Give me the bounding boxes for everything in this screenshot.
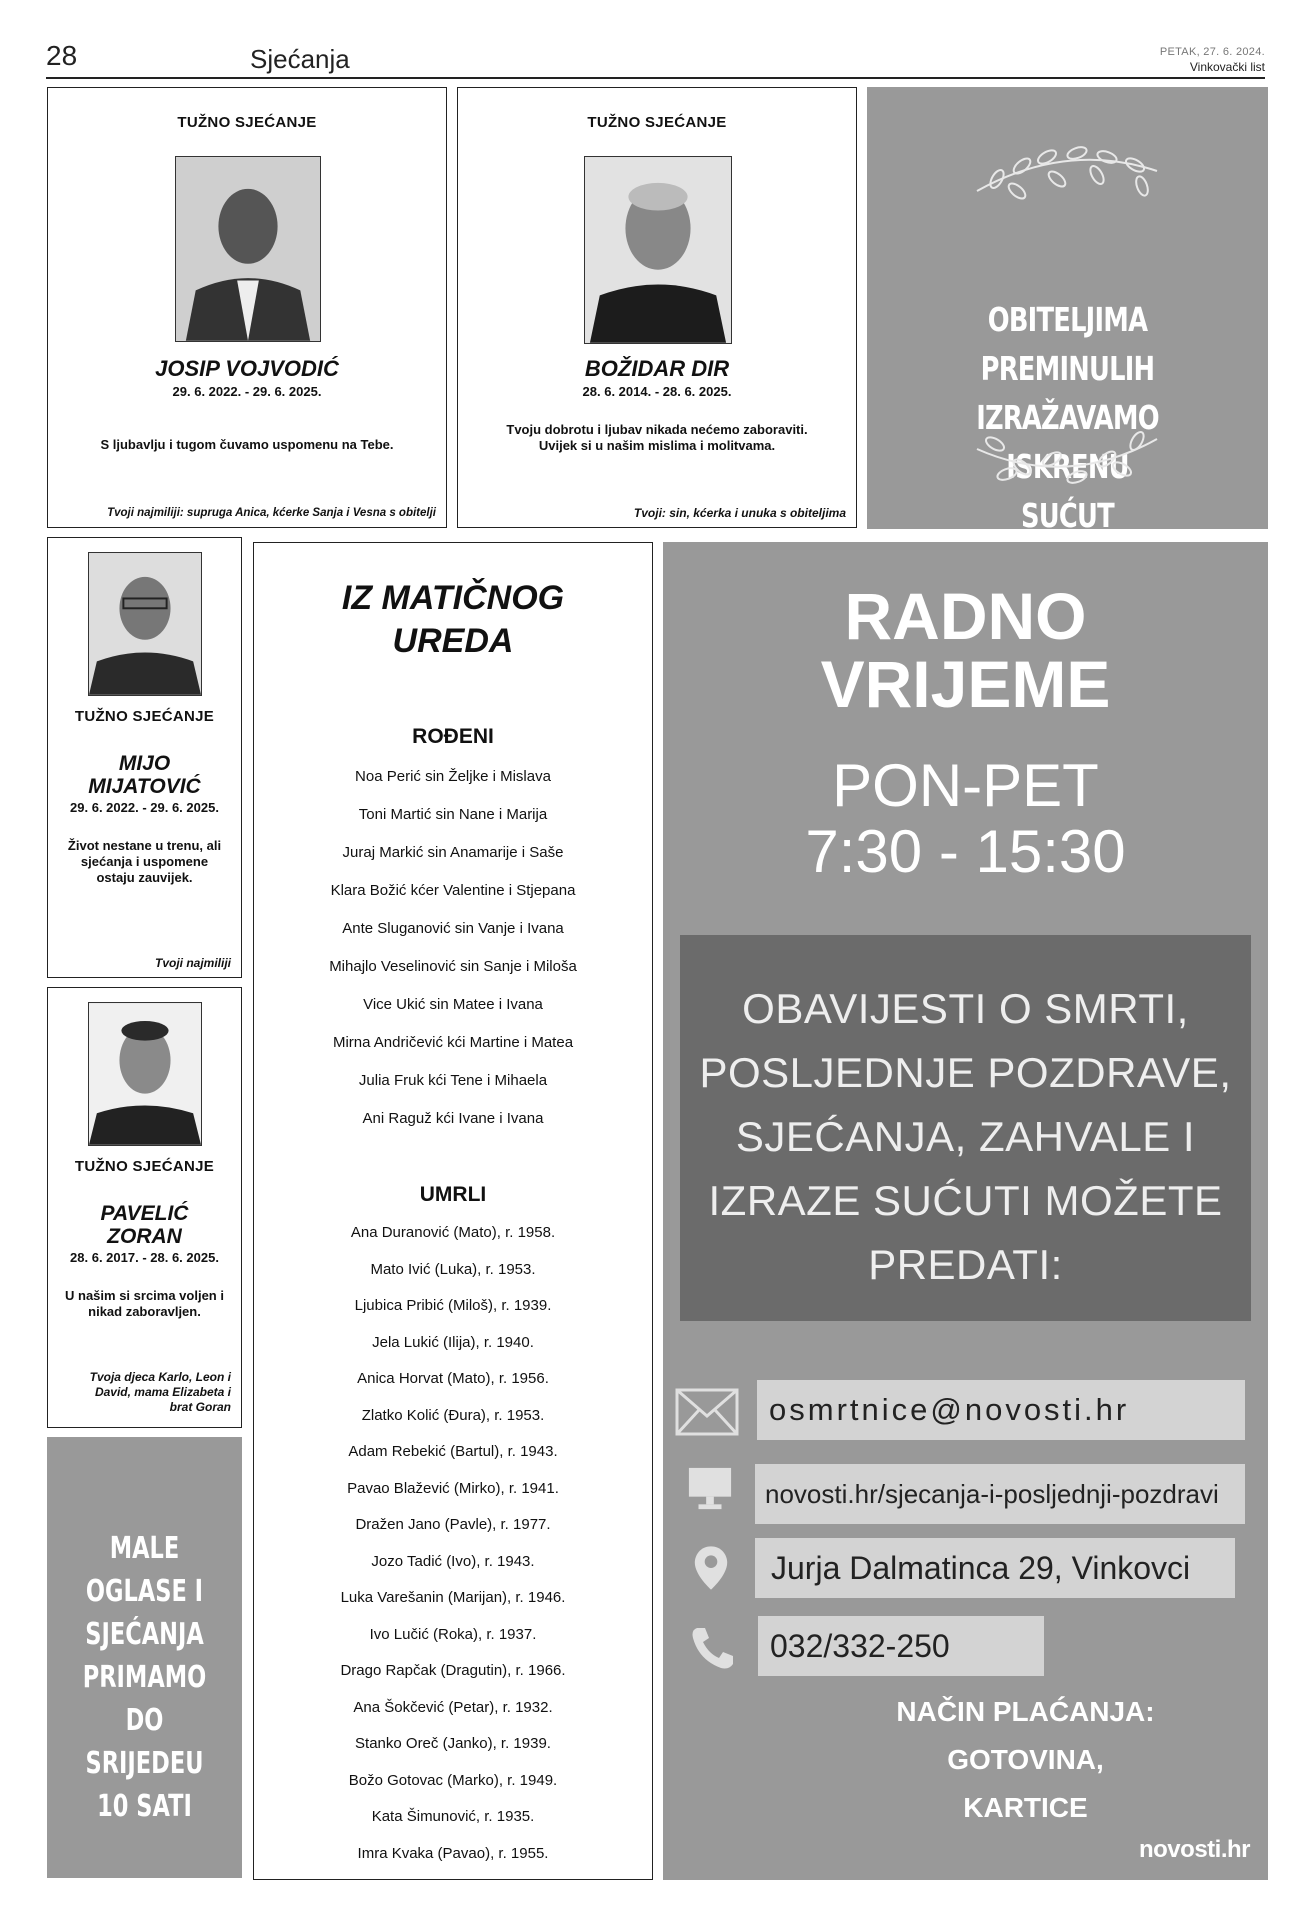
list-item: Imra Kvaka (Pavao), r. 1955.: [357, 1844, 549, 1862]
phone-field[interactable]: 032/332-250: [758, 1616, 1044, 1676]
paper-name: Vinkovački list: [1189, 60, 1265, 74]
died-list: [254, 1223, 652, 1880]
list-item: Pavao Blažević (Mirko), r. 1941.: [347, 1479, 559, 1497]
list-item: Luka Varešanin (Marijan), r. 1946.: [340, 1589, 566, 1606]
envelope-icon: [675, 1388, 739, 1436]
list-item: Jela Lukić (Ilija), r. 1940.: [372, 1333, 534, 1351]
deceased-name: PAVELIĆ ZORAN: [100, 1202, 189, 1248]
portrait-photo: [584, 156, 732, 344]
condolence-text: OBITELJIMA PREMINULIH IZRAŽAVAMO ISKRENU SUĆUT: [976, 300, 1159, 535]
list-item: Ani Raguž kći Ivane i Ivana: [362, 1110, 544, 1127]
notice-box: [680, 935, 1251, 1321]
website-field[interactable]: novosti.hr/sjecanja-i-posljednji-pozdravi: [755, 1464, 1245, 1524]
memorial-text: U našim si srcima voljen i nikad zaboravljen.: [65, 1288, 224, 1319]
laurel-branch-bottom-icon: [967, 419, 1167, 499]
list-item: Mato Ivić (Luka), r. 1953.: [370, 1260, 536, 1278]
memorial-card-pavelic: [47, 987, 242, 1428]
born-heading: ROĐENI: [412, 725, 494, 748]
list-item: Dražen Jano (Pavle), r. 1977.: [355, 1516, 551, 1533]
memorial-heading: TUŽNO SJEĆANJE: [74, 708, 215, 725]
memorial-signature: Tvoji: sin, kćerka i unuka s obiteljima: [633, 506, 846, 520]
list-item: Noa Perić sin Željke i Mislava: [355, 768, 551, 785]
payment-line-1: GOTOVINA,: [947, 1744, 1104, 1775]
section-title: Sjećanja: [250, 44, 350, 74]
registry-title: IZ MATIČNOG UREDA: [341, 579, 565, 660]
list-item: Vice Ukić sin Matee i Ivana: [363, 996, 543, 1013]
born-list: [254, 767, 652, 1147]
memorial-signature: Tvoji najmiliji: [154, 956, 231, 970]
registry-box: [253, 542, 653, 1880]
memorial-card-mijatovic: [47, 537, 242, 978]
condolence-panel: [867, 87, 1268, 535]
memorial-signature: Tvoja djeca Karlo, Leon i David, mama Elizabeta i brat Goran: [89, 1370, 231, 1414]
list-item: Drago Rapčak (Dragutin), r. 1966.: [340, 1662, 566, 1679]
memorial-signature: Tvoji najmiliji: supruga Anica, kćerke Sanja i Vesna s obitelji: [107, 507, 436, 519]
working-days: PON-PET: [832, 752, 1099, 819]
portrait-photo: [175, 156, 321, 342]
deceased-name: JOSIP VOJVODIĆ: [155, 356, 339, 381]
portrait-silhouette-icon: [585, 157, 731, 343]
memorial-heading: TUŽNO SJEĆANJE: [177, 114, 317, 131]
list-item: Klara Božić kćer Valentine i Stjepana: [330, 882, 576, 899]
portrait-photo: [88, 552, 202, 696]
memorial-text: Život nestane u trenu, ali sjećanja i uspomene ostaju zauvijek.: [67, 838, 222, 885]
working-hours: 7:30 - 15:30: [805, 818, 1126, 885]
portrait-silhouette-icon: [89, 553, 201, 695]
memorial-text: Tvoju dobrotu i ljubav nikada nećemo zaboraviti. Uvijek si u našim mislima i molitvama.: [506, 422, 808, 453]
list-item: Zlatko Kolić (Đura), r. 1953.: [361, 1406, 545, 1424]
monitor-icon: [687, 1466, 733, 1512]
notice-text: OBAVIJESTI O SMRTI, POSLJEDNJE POZDRAVE, SJEĆANJA, ZAHVALE I IZRAZE SUĆUTI MOŽETE PREDATI:: [699, 985, 1232, 1288]
deceased-name: MIJO MIJATOVIĆ: [88, 752, 201, 798]
payment-line-2: KARTICE: [963, 1792, 1088, 1823]
laurel-branch-top-icon: [967, 131, 1167, 211]
list-item: Julia Fruk kći Tene i Mihaela: [358, 1072, 548, 1089]
list-item: Ante Sluganović sin Vanje i Ivana: [342, 920, 564, 937]
map-pin-icon: [693, 1544, 729, 1592]
email-field[interactable]: osmrtnice@novosti.hr: [757, 1380, 1245, 1440]
page-number: 28: [46, 40, 78, 71]
memorial-text: S ljubavlju i tugom čuvamo uspomenu na Tebe.: [100, 437, 394, 452]
memorial-heading: TUŽNO SJEĆANJE: [587, 114, 727, 131]
small-ads-text: MALE OGLASE I SJEĆANJA PRIMAMO DO SRIJEDEU 10 SATI: [82, 1531, 207, 1824]
memorial-dates: 28. 6. 2017. - 28. 6. 2025.: [70, 1250, 219, 1265]
portrait-silhouette-icon: [89, 1003, 201, 1145]
list-item: Ana Duranović (Mato), r. 1958.: [350, 1224, 556, 1241]
info-panel: [663, 542, 1268, 1880]
portrait-silhouette-icon: [176, 157, 320, 341]
list-item: Kata Šimunović, r. 1935.: [371, 1808, 535, 1825]
portrait-photo: [88, 1002, 202, 1146]
list-item: Toni Martić sin Nane i Marija: [358, 806, 548, 823]
phone-icon: [689, 1624, 737, 1672]
header-rule: [46, 77, 1265, 79]
working-hours-title: RADNO VRIJEME: [820, 579, 1111, 721]
address-field: Jurja Dalmatinca 29, Vinkovci: [755, 1538, 1235, 1598]
list-item: Božo Gotovac (Marko), r. 1949.: [348, 1771, 558, 1789]
memorial-dates: 29. 6. 2022. - 29. 6. 2025.: [172, 384, 322, 399]
list-item: Jozo Tadić (Ivo), r. 1943.: [371, 1552, 535, 1570]
list-item: Anica Horvat (Mato), r. 1956.: [357, 1370, 549, 1387]
list-item: Ivo Lučić (Roka), r. 1937.: [369, 1625, 537, 1643]
memorial-heading: TUŽNO SJEĆANJE: [74, 1158, 215, 1175]
small-ads-panel: [47, 1437, 242, 1878]
memorial-card-vojvodic: [47, 87, 447, 528]
list-item: Ljubica Pribić (Miloš), r. 1939.: [354, 1297, 552, 1314]
brand-logo: novosti.hr: [1138, 1836, 1250, 1863]
payment-title: NAČIN PLAĆANJA:: [896, 1696, 1155, 1727]
list-item: Ana Šokčević (Petar), r. 1932.: [353, 1698, 553, 1716]
memorial-card-dir: [457, 87, 857, 528]
list-item: Mirna Andričević kći Martine i Matea: [332, 1034, 574, 1051]
list-item: Juraj Markić sin Anamarije i Saše: [342, 844, 564, 861]
list-item: Stanko Oreč (Janko), r. 1939.: [355, 1735, 551, 1752]
list-item: Mihajlo Veselinović sin Sanje i Miloša: [329, 958, 577, 975]
deceased-name: BOŽIDAR DIR: [584, 356, 730, 381]
list-item: Adam Rebekić (Bartul), r. 1943.: [348, 1443, 558, 1460]
issue-date: PETAK, 27. 6. 2024.: [1159, 46, 1265, 58]
memorial-dates: 28. 6. 2014. - 28. 6. 2025.: [582, 384, 732, 399]
memorial-dates: 29. 6. 2022. - 29. 6. 2025.: [70, 800, 219, 815]
died-heading: UMRLI: [419, 1183, 487, 1206]
